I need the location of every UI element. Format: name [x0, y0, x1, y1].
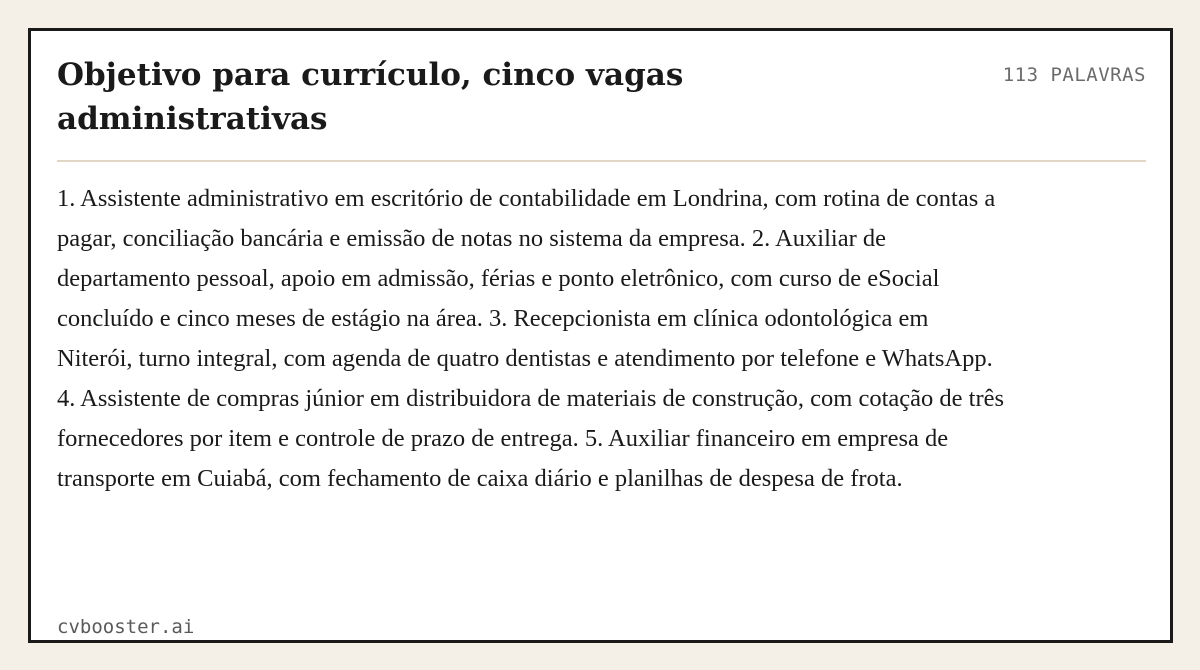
- objective-card: [28, 28, 1173, 643]
- objective-body-text: 1. Assistente administrativo em escritório de contabilidade em Londrina, com rotina de contas a pagar, conciliação bancária e emissão de notas no sistema da empresa. 2. Auxiliar de departamento pessoal, apoio em admissão, férias e ponto eletrônico, com curso de eSocial concluído e cinco meses de estágio na área. 3. Recepcionista em clínica odontológica em Niterói, turno integral, com agenda de quatro dentistas e atendimento por telefone e WhatsApp. 4. Assistente de compras júnior em distribuidora de materiais de construção, com cotação de três fornecedores por item e controle de prazo de entrega. 5. Auxiliar financeiro em empresa de transporte em Cuiabá, com fechamento de caixa diário e planilhas de despesa de frota.: [57, 185, 1005, 492]
- card-title: Objetivo para currículo, cinco vagas administrativas: [57, 57, 684, 137]
- brand-watermark: cvbooster.ai: [57, 616, 195, 638]
- word-count-badge: 113 PALAVRAS: [1002, 64, 1146, 86]
- title-divider: [57, 160, 1146, 162]
